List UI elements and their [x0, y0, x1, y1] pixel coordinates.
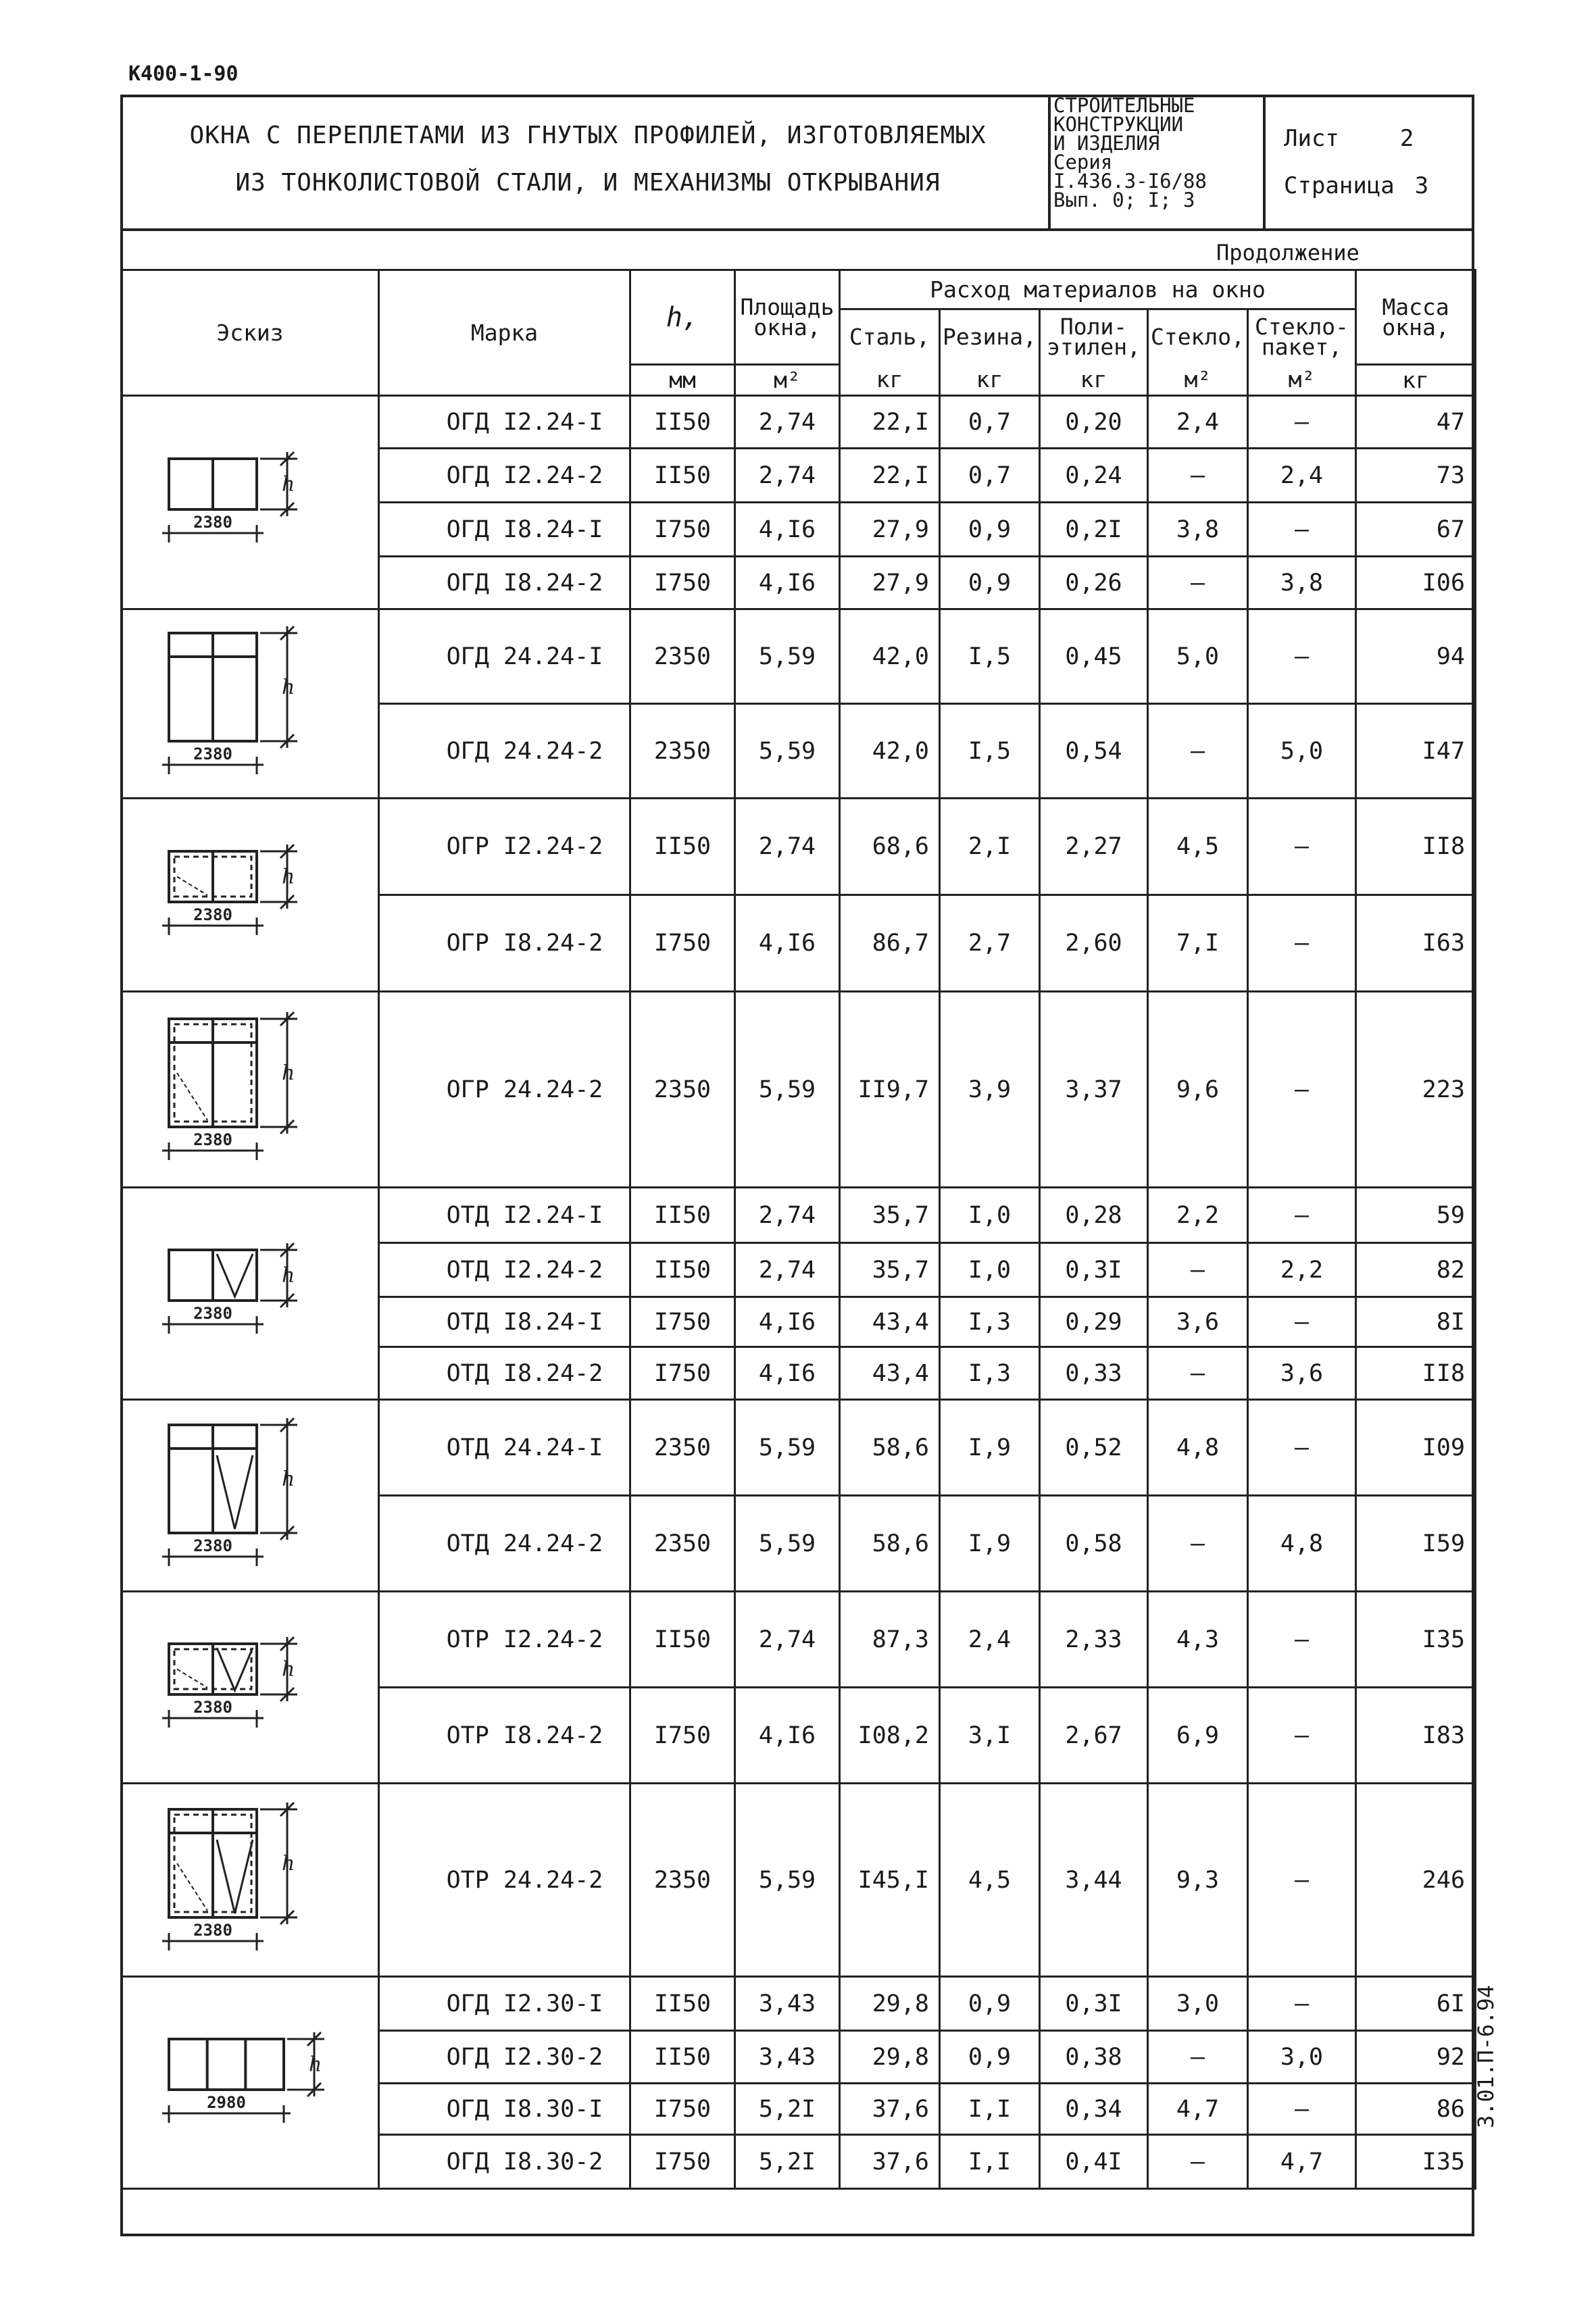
- area-cell: 5,59: [735, 609, 840, 704]
- mass-cell: 73: [1356, 449, 1476, 503]
- area-cell: 2,74: [735, 1592, 840, 1688]
- h-cell: I750: [630, 557, 735, 609]
- rubber-cell: 0,9: [940, 503, 1040, 557]
- table-row: [122, 992, 1476, 1188]
- glass-cell: 6,9: [1148, 1688, 1248, 1784]
- window-sketch-drawing: [128, 445, 372, 560]
- poly-cell: 2,67: [1040, 1688, 1148, 1784]
- h-cell: 2350: [630, 1496, 735, 1592]
- header-h: h,: [630, 270, 735, 365]
- mass-cell: II8: [1356, 1347, 1476, 1400]
- glass-cell: –: [1148, 2031, 1248, 2084]
- header-consumption: Расход материалов на окно: [840, 270, 1356, 309]
- area-cell: 3,43: [735, 2031, 840, 2084]
- mass-cell: I83: [1356, 1688, 1476, 1784]
- glass-cell: 4,5: [1148, 799, 1248, 895]
- h-cell: I750: [630, 503, 735, 557]
- sketch-h-label: h: [282, 675, 295, 699]
- poly-cell: 0,52: [1040, 1400, 1148, 1496]
- rubber-cell: I,9: [940, 1496, 1040, 1592]
- h-cell: I750: [630, 1347, 735, 1400]
- mark-cell: ОТД I8.24-2: [379, 1347, 630, 1400]
- window-sketch: [122, 1977, 379, 2189]
- rubber-cell: 2,I: [940, 799, 1040, 895]
- poly-cell: 3,44: [1040, 1784, 1148, 1977]
- unit-glass-cell: 4,8: [1248, 1496, 1356, 1592]
- mass-cell: 92: [1356, 2031, 1476, 2084]
- header-sketch: Эскиз: [122, 270, 379, 396]
- poly-cell: 0,45: [1040, 609, 1148, 704]
- sketch-h-label: h: [282, 472, 295, 496]
- sketch-h-label: h: [309, 2053, 322, 2076]
- glass-cell: –: [1148, 2135, 1248, 2189]
- h-cell: 2350: [630, 704, 735, 799]
- unit-glass-cell: 3,6: [1248, 1347, 1356, 1400]
- steel-cell: 37,6: [840, 2135, 940, 2189]
- steel-cell: 86,7: [840, 895, 940, 992]
- sketch-h-label: h: [282, 1061, 295, 1085]
- unit-glass-cell: –: [1248, 895, 1356, 992]
- table-row: [122, 1400, 1476, 1496]
- area-cell: 4,I6: [735, 557, 840, 609]
- mass-cell: I35: [1356, 2135, 1476, 2189]
- mass-cell: I09: [1356, 1400, 1476, 1496]
- window-sketch: [122, 1784, 379, 1977]
- steel-cell: 43,4: [840, 1347, 940, 1400]
- mark-cell: ОГР 24.24-2: [379, 992, 630, 1188]
- mass-cell: 67: [1356, 503, 1476, 557]
- header-steel: Сталь,: [840, 309, 940, 365]
- steel-cell: 87,3: [840, 1592, 940, 1688]
- unit-glass-cell: 2,2: [1248, 1243, 1356, 1297]
- poly-cell: 0,33: [1040, 1347, 1148, 1400]
- h-cell: II50: [630, 2031, 735, 2084]
- rubber-cell: 4,5: [940, 1784, 1040, 1977]
- sketch-h-label: h: [282, 1851, 295, 1876]
- glass-cell: –: [1148, 1496, 1248, 1592]
- steel-cell: 68,6: [840, 799, 940, 895]
- poly-cell: 0,54: [1040, 704, 1148, 799]
- poly-cell: 2,27: [1040, 799, 1148, 895]
- mark-cell: ОГД 24.24-I: [379, 609, 630, 704]
- unit-glass-cell: –: [1248, 1188, 1356, 1243]
- glass-cell: 9,3: [1148, 1784, 1248, 1977]
- steel-cell: 42,0: [840, 704, 940, 799]
- mass-cell: II8: [1356, 799, 1476, 895]
- glass-cell: –: [1148, 557, 1248, 609]
- mass-cell: I06: [1356, 557, 1476, 609]
- sketch-width-label: 2980: [207, 2092, 246, 2112]
- mark-cell: ОГД I8.24-I: [379, 503, 630, 557]
- steel-cell: 29,8: [840, 2031, 940, 2084]
- h-cell: II50: [630, 1977, 735, 2031]
- unit-glass-cell: 5,0: [1248, 704, 1356, 799]
- h-cell: I750: [630, 1297, 735, 1347]
- window-sketch-drawing: [128, 620, 372, 788]
- mark-cell: ОТР I2.24-2: [379, 1592, 630, 1688]
- steel-cell: 22,I: [840, 396, 940, 449]
- area-cell: 5,59: [735, 1496, 840, 1592]
- window-sketch: [122, 1188, 379, 1400]
- steel-cell: II9,7: [840, 992, 940, 1188]
- area-cell: 4,I6: [735, 503, 840, 557]
- mass-cell: I47: [1356, 704, 1476, 799]
- unit-glass-cell: 3,0: [1248, 2031, 1356, 2084]
- steel-cell: 29,8: [840, 1977, 940, 2031]
- rubber-cell: I,9: [940, 1400, 1040, 1496]
- window-sketch-drawing: [128, 2026, 372, 2140]
- sketch-width-label: 2380: [193, 905, 232, 924]
- h-cell: II50: [630, 1592, 735, 1688]
- mass-cell: I63: [1356, 895, 1476, 992]
- mark-cell: ОТД I8.24-I: [379, 1297, 630, 1347]
- sketch-width-label: 2380: [193, 1697, 232, 1717]
- rubber-cell: 2,7: [940, 895, 1040, 992]
- header-unit-glass-unit: м²: [1248, 365, 1356, 396]
- unit-glass-cell: 3,8: [1248, 557, 1356, 609]
- steel-cell: 42,0: [840, 609, 940, 704]
- continuation-label: Продолжение: [1216, 240, 1360, 266]
- poly-cell: 0,38: [1040, 2031, 1148, 2084]
- window-sketch: [122, 609, 379, 799]
- unit-glass-cell: –: [1248, 503, 1356, 557]
- area-cell: 5,2I: [735, 2084, 840, 2135]
- unit-glass-cell: –: [1248, 799, 1356, 895]
- header-mass-unit: кг: [1356, 365, 1476, 396]
- header-mass: Масса окна,: [1356, 270, 1476, 365]
- h-cell: II50: [630, 1188, 735, 1243]
- unit-glass-cell: 2,4: [1248, 449, 1356, 503]
- table-row: [122, 396, 1476, 449]
- series-block: СТРОИТЕЛЬНЫЕ КОНСТРУКЦИИ И ИЗДЕЛИЯ Серия I.436.3-I6/88 Вып. 0; I; 3: [1053, 94, 1207, 211]
- poly-cell: 0,3I: [1040, 1243, 1148, 1297]
- window-sketch-drawing: [128, 1411, 372, 1580]
- mass-cell: 6I: [1356, 1977, 1476, 2031]
- unit-glass-cell: –: [1248, 396, 1356, 449]
- steel-cell: 43,4: [840, 1297, 940, 1347]
- glass-cell: 4,8: [1148, 1400, 1248, 1496]
- poly-cell: 2,33: [1040, 1592, 1148, 1688]
- steel-cell: 35,7: [840, 1243, 940, 1297]
- glass-cell: –: [1148, 1243, 1248, 1297]
- mark-cell: ОГР I2.24-2: [379, 799, 630, 895]
- window-sketch: [122, 396, 379, 609]
- glass-cell: –: [1148, 1347, 1248, 1400]
- glass-cell: 3,6: [1148, 1297, 1248, 1347]
- rubber-cell: I,5: [940, 609, 1040, 704]
- glass-cell: 2,4: [1148, 396, 1248, 449]
- title-block-bottom-line: [120, 228, 1474, 231]
- unit-glass-cell: –: [1248, 2084, 1356, 2135]
- rubber-cell: 3,9: [940, 992, 1040, 1188]
- poly-cell: 0,58: [1040, 1496, 1148, 1592]
- glass-cell: 3,8: [1148, 503, 1248, 557]
- poly-cell: 0,24: [1040, 449, 1148, 503]
- h-cell: I750: [630, 2084, 735, 2135]
- poly-cell: 0,26: [1040, 557, 1148, 609]
- poly-cell: 0,28: [1040, 1188, 1148, 1243]
- sheet-number: Лист 2: [1284, 125, 1414, 152]
- poly-cell: 3,37: [1040, 992, 1148, 1188]
- header-h-unit: мм: [630, 365, 735, 396]
- h-cell: 2350: [630, 609, 735, 704]
- unit-glass-cell: 4,7: [1248, 2135, 1356, 2189]
- poly-cell: 0,34: [1040, 2084, 1148, 2135]
- area-cell: 5,59: [735, 1400, 840, 1496]
- rubber-cell: 0,9: [940, 1977, 1040, 2031]
- glass-cell: 3,0: [1148, 1977, 1248, 2031]
- unit-glass-cell: –: [1248, 1592, 1356, 1688]
- header-area-unit: м²: [735, 365, 840, 396]
- sketch-h-label: h: [282, 865, 295, 888]
- h-cell: 2350: [630, 1400, 735, 1496]
- steel-cell: 58,6: [840, 1400, 940, 1496]
- header-rubber-unit: кг: [940, 365, 1040, 396]
- rubber-cell: I,3: [940, 1347, 1040, 1400]
- steel-cell: 27,9: [840, 503, 940, 557]
- rubber-cell: I,5: [940, 704, 1040, 799]
- rubber-cell: I,0: [940, 1188, 1040, 1243]
- mark-cell: ОГД I2.24-I: [379, 396, 630, 449]
- poly-cell: 0,20: [1040, 396, 1148, 449]
- area-cell: 2,74: [735, 1188, 840, 1243]
- h-cell: II50: [630, 396, 735, 449]
- table-row: [122, 1977, 1476, 2031]
- h-cell: I750: [630, 1688, 735, 1784]
- mark-cell: ОТР I8.24-2: [379, 1688, 630, 1784]
- sketch-width-label: 2380: [193, 744, 232, 763]
- glass-cell: –: [1148, 704, 1248, 799]
- mass-cell: 59: [1356, 1188, 1476, 1243]
- header-unit-glass: Стекло-пакет,: [1248, 309, 1356, 365]
- mass-cell: I59: [1356, 1496, 1476, 1592]
- mark-cell: ОГД I8.30-I: [379, 2084, 630, 2135]
- glass-cell: 7,I: [1148, 895, 1248, 992]
- poly-cell: 0,2I: [1040, 503, 1148, 557]
- area-cell: 5,2I: [735, 2135, 840, 2189]
- glass-cell: 5,0: [1148, 609, 1248, 704]
- side-code: 3.01.П-6.94: [1473, 1985, 1499, 2128]
- unit-glass-cell: –: [1248, 1688, 1356, 1784]
- steel-cell: 22,I: [840, 449, 940, 503]
- header-area: Площадь окна,: [735, 270, 840, 365]
- poly-cell: 2,60: [1040, 895, 1148, 992]
- rubber-cell: 2,4: [940, 1592, 1040, 1688]
- rubber-cell: I,3: [940, 1297, 1040, 1347]
- h-cell: II50: [630, 1243, 735, 1297]
- sketch-h-label: h: [282, 1657, 295, 1681]
- steel-cell: 35,7: [840, 1188, 940, 1243]
- area-cell: 5,59: [735, 704, 840, 799]
- table-row: [122, 1592, 1476, 1688]
- glass-cell: 2,2: [1148, 1188, 1248, 1243]
- h-cell: 2350: [630, 992, 735, 1188]
- area-cell: 5,59: [735, 992, 840, 1188]
- window-sketch: [122, 799, 379, 992]
- steel-cell: 37,6: [840, 2084, 940, 2135]
- poly-cell: 0,3I: [1040, 1977, 1148, 2031]
- table-row: [122, 609, 1476, 704]
- unit-glass-cell: –: [1248, 992, 1356, 1188]
- mass-cell: 94: [1356, 609, 1476, 704]
- window-sketch-drawing: [128, 1005, 372, 1174]
- area-cell: 2,74: [735, 799, 840, 895]
- glass-cell: 4,7: [1148, 2084, 1248, 2135]
- area-cell: 2,74: [735, 449, 840, 503]
- mark-cell: ОТР 24.24-2: [379, 1784, 630, 1977]
- poly-cell: 0,29: [1040, 1297, 1148, 1347]
- sketch-h-label: h: [282, 1263, 295, 1287]
- unit-glass-cell: –: [1248, 609, 1356, 704]
- window-sketch: [122, 1400, 379, 1592]
- mass-cell: 223: [1356, 992, 1476, 1188]
- h-cell: II50: [630, 449, 735, 503]
- unit-glass-cell: –: [1248, 1977, 1356, 2031]
- header-glass-unit: м²: [1148, 365, 1248, 396]
- document-code: К400-1-90: [128, 62, 239, 86]
- mark-cell: ОТД I2.24-I: [379, 1188, 630, 1243]
- h-cell: I750: [630, 895, 735, 992]
- steel-cell: 58,6: [840, 1496, 940, 1592]
- mass-cell: 8I: [1356, 1297, 1476, 1347]
- mark-cell: ОГД I2.30-I: [379, 1977, 630, 2031]
- h-cell: I750: [630, 2135, 735, 2189]
- header-rubber: Резина,: [940, 309, 1040, 365]
- poly-cell: 0,4I: [1040, 2135, 1148, 2189]
- sketch-width-label: 2380: [193, 1920, 232, 1940]
- window-sketch: [122, 1592, 379, 1784]
- table-row: [122, 1784, 1476, 1977]
- rubber-cell: 0,7: [940, 449, 1040, 503]
- mass-cell: I35: [1356, 1592, 1476, 1688]
- document-title-line-2: ИЗ ТОНКОЛИСТОВОЙ СТАЛИ, И МЕХАНИЗМЫ ОТКРЫВАНИЯ: [235, 169, 941, 197]
- window-sketch-drawing: [128, 1796, 372, 1965]
- table-row: [122, 1188, 1476, 1243]
- area-cell: 2,74: [735, 396, 840, 449]
- rubber-cell: 0,9: [940, 2031, 1040, 2084]
- unit-glass-cell: –: [1248, 1784, 1356, 1977]
- area-cell: 2,74: [735, 1243, 840, 1297]
- window-sketch: [122, 992, 379, 1188]
- mass-cell: 246: [1356, 1784, 1476, 1977]
- materials-table: [120, 269, 1476, 2190]
- mark-cell: ОТД 24.24-2: [379, 1496, 630, 1592]
- mark-cell: ОГД I8.24-2: [379, 557, 630, 609]
- mass-cell: 47: [1356, 396, 1476, 449]
- rubber-cell: 0,7: [940, 396, 1040, 449]
- rubber-cell: I,0: [940, 1243, 1040, 1297]
- sketch-width-label: 2380: [193, 1130, 232, 1149]
- steel-cell: I45,I: [840, 1784, 940, 1977]
- area-cell: 4,I6: [735, 895, 840, 992]
- glass-cell: 4,3: [1148, 1592, 1248, 1688]
- sketch-h-label: h: [282, 1467, 295, 1491]
- mark-cell: ОТД I2.24-2: [379, 1243, 630, 1297]
- unit-glass-cell: –: [1248, 1400, 1356, 1496]
- header-steel-unit: кг: [840, 365, 940, 396]
- sketch-width-label: 2380: [193, 1536, 232, 1555]
- mass-cell: 86: [1356, 2084, 1476, 2135]
- area-cell: 5,59: [735, 1784, 840, 1977]
- area-cell: 4,I6: [735, 1688, 840, 1784]
- header-poly-unit: кг: [1040, 365, 1148, 396]
- window-sketch-drawing: [128, 1630, 372, 1745]
- h-cell: 2350: [630, 1784, 735, 1977]
- mark-cell: ОГД 24.24-2: [379, 704, 630, 799]
- mark-cell: ОГД I8.30-2: [379, 2135, 630, 2189]
- area-cell: 4,I6: [735, 1347, 840, 1400]
- document-title-line-1: ОКНА С ПЕРЕПЛЕТАМИ ИЗ ГНУТЫХ ПРОФИЛЕЙ, ИЗГОТОВЛЯЕМЫХ: [189, 122, 987, 149]
- area-cell: 4,I6: [735, 1297, 840, 1347]
- window-sketch-drawing: [128, 1236, 372, 1351]
- mark-cell: ОТД 24.24-I: [379, 1400, 630, 1496]
- glass-cell: 9,6: [1148, 992, 1248, 1188]
- rubber-cell: 0,9: [940, 557, 1040, 609]
- header-mark: Марка: [379, 270, 630, 396]
- mark-cell: ОГД I2.24-2: [379, 449, 630, 503]
- mark-cell: ОГД I2.30-2: [379, 2031, 630, 2084]
- rubber-cell: 3,I: [940, 1688, 1040, 1784]
- header-glass: Стекло,: [1148, 309, 1248, 365]
- glass-cell: –: [1148, 449, 1248, 503]
- steel-cell: I08,2: [840, 1688, 940, 1784]
- rubber-cell: I,I: [940, 2135, 1040, 2189]
- mark-cell: ОГР I8.24-2: [379, 895, 630, 992]
- steel-cell: 27,9: [840, 557, 940, 609]
- unit-glass-cell: –: [1248, 1297, 1356, 1347]
- area-cell: 3,43: [735, 1977, 840, 2031]
- mass-cell: 82: [1356, 1243, 1476, 1297]
- rubber-cell: I,I: [940, 2084, 1040, 2135]
- window-sketch-drawing: [128, 838, 372, 953]
- header-poly: Поли-этилен,: [1040, 309, 1148, 365]
- sketch-width-label: 2380: [193, 1303, 232, 1323]
- page-number: Страница 3: [1284, 172, 1429, 199]
- table-row: [122, 799, 1476, 895]
- sketch-width-label: 2380: [193, 512, 232, 532]
- h-cell: II50: [630, 799, 735, 895]
